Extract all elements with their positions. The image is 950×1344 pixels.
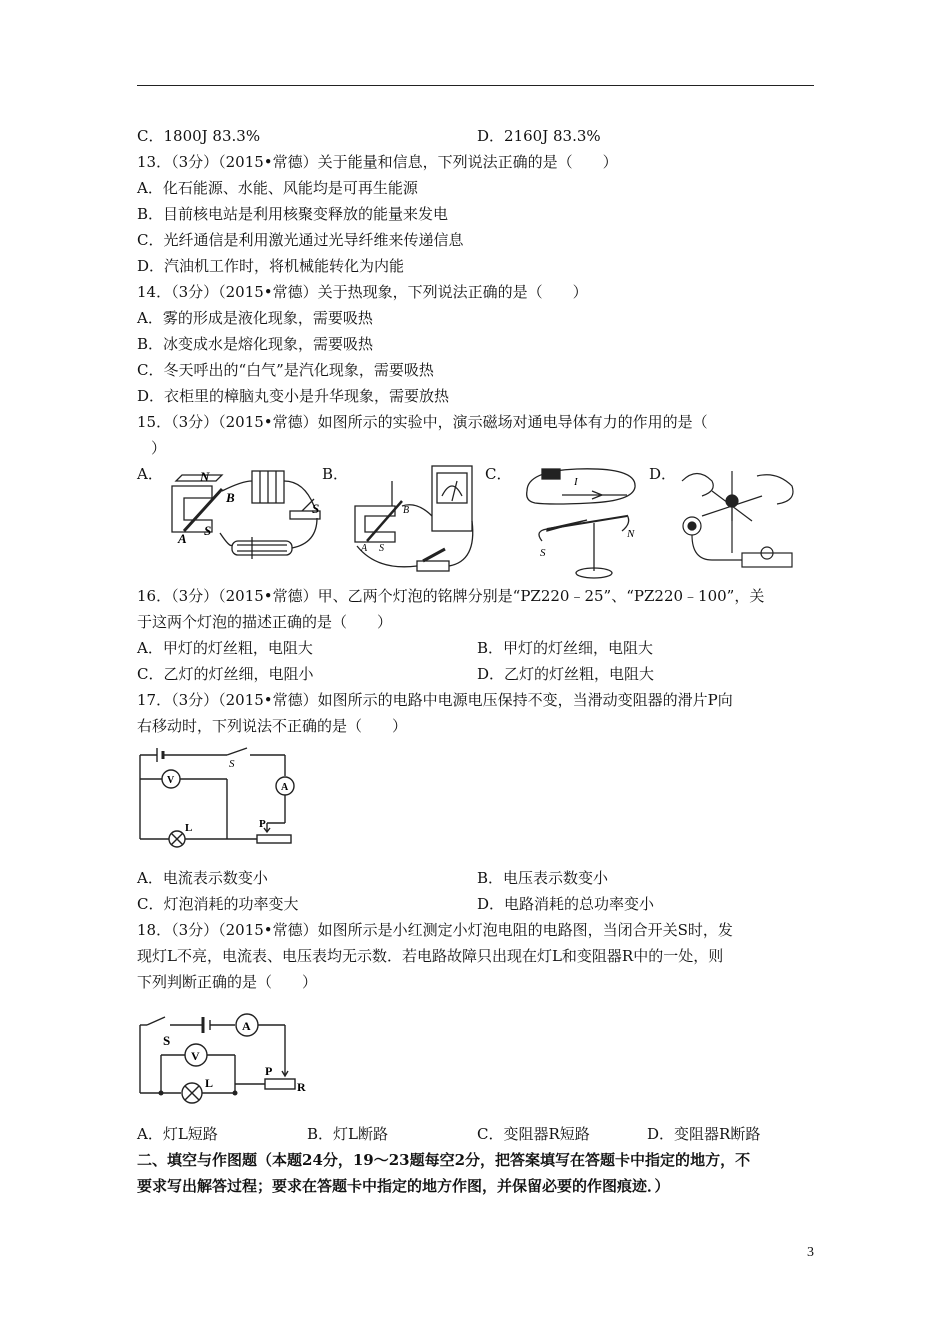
q17-option-d: D．电路消耗的总功率变小: [477, 895, 655, 913]
q13-stem: 13．（3分）（2015•常德）关于能量和信息，下列说法正确的是（ ）: [137, 153, 618, 171]
q17-label-slider: P: [259, 818, 266, 830]
q15-figure-c: [512, 461, 647, 581]
q16-options-row1: [137, 635, 817, 661]
q15-figc-letter-i: I: [574, 476, 578, 488]
q14-option-b: B．冰变成水是熔化现象，需要吸热: [137, 335, 374, 353]
q15-figa-letter-s2: S: [312, 501, 320, 516]
q15-figure-b: [347, 461, 497, 581]
q15-figure-a: [162, 461, 327, 581]
q18-junction-right: [233, 1091, 238, 1096]
q12-option-c: C．1800J 83.3%: [137, 127, 261, 145]
q15-figc-letter-n: N: [627, 528, 635, 540]
page-number: 3: [807, 1245, 814, 1260]
q14-option-d: D．衣柜里的樟脑丸变小是升华现象，需要放热: [137, 387, 450, 405]
q14-option-a: A．雾的形成是液化现象，需要吸热: [137, 309, 373, 327]
q15-label-a: A．: [137, 465, 163, 483]
q18-stem-cont: 现灯L不亮，电流表、电压表均无示数．若电路故障只出现在灯L和变阻器R中的一处，则: [137, 947, 724, 965]
q17-circuit: [137, 745, 302, 857]
q17-label-ammeter: A: [281, 782, 289, 793]
q18-label-rheostat: R: [297, 1080, 306, 1094]
q16-stem-cont: 于这两个灯泡的描述正确的是（ ）: [137, 613, 393, 631]
q15-figb-letter-a: A: [361, 543, 368, 554]
q13-option-a: A．化石能源、水能、风能均是可再生能源: [137, 179, 418, 197]
q18-options: [137, 1121, 817, 1147]
q15-figa-letter-n: N: [200, 469, 210, 484]
q14-option-c: C．冬天呼出的“白气”是汽化现象，需要吸热: [137, 361, 434, 379]
q18-option-a: A．灯L短路: [137, 1125, 218, 1143]
q18-circuit: [137, 1005, 312, 1105]
q15-figures: [137, 461, 817, 583]
exam-page: [137, 123, 817, 1199]
q14-stem: 14．（3分）（2015•常德）关于热现象，下列说法正确的是（ ）: [137, 283, 588, 301]
q17-label-voltmeter: V: [167, 775, 175, 786]
q18-option-b: B．灯L断路: [307, 1125, 388, 1143]
q18-label-ammeter: A: [242, 1019, 251, 1033]
q18-stem-cont2: 下列判断正确的是（ ）: [137, 973, 318, 991]
q15-figb-letter-s: S: [379, 543, 384, 554]
q16-option-b: B．甲灯的灯丝细，电阻大: [477, 639, 654, 657]
q13-option-d: D．汽油机工作时，将机械能转化为内能: [137, 257, 405, 275]
q17-option-c: C．灯泡消耗的功率变大: [137, 895, 299, 913]
q17-option-b: B．电压表示数变小: [477, 869, 609, 887]
q16-stem: 16．（3分）（2015•常德）甲、乙两个灯泡的铭牌分别是“PZ220﹣25”、“PZ220﹣100”，关: [137, 587, 765, 605]
q15-figa-letter-b: B: [226, 490, 235, 505]
q17-label-lamp: L: [185, 822, 193, 834]
q15-figc-letter-s: S: [540, 547, 546, 559]
q18-label-voltmeter: V: [191, 1049, 200, 1063]
section2-heading-cont: 要求写出解答过程；要求在答题卡中指定的地方作图，并保留必要的作图痕迹．）: [137, 1177, 670, 1195]
q12-option-d: D．2160J 83.3%: [477, 127, 601, 145]
q17-options-row2: [137, 891, 817, 917]
q16-option-d: D．乙灯的灯丝粗，电阻大: [477, 665, 655, 683]
q18-figure-area: [137, 995, 817, 1121]
q16-options-row2: [137, 661, 817, 687]
q17-stem-cont: 右移动时，下列说法不正确的是（ ）: [137, 717, 408, 735]
q17-figure-area: [137, 739, 817, 865]
q18-label-slider: P: [265, 1064, 273, 1078]
q12-options: [137, 123, 817, 149]
q18-junction-left: [159, 1091, 164, 1096]
q18-label-switch: S: [163, 1033, 171, 1048]
q15-figure-d: [672, 461, 802, 581]
q17-option-a: A．电流表示数变小: [137, 869, 268, 887]
q15-label-b: B．: [322, 465, 349, 483]
q15-figa-letter-a: A: [178, 531, 187, 546]
q16-option-c: C．乙灯的灯丝细，电阻小: [137, 665, 314, 683]
q17-stem: 17．（3分）（2015•常德）如图所示的电路中电源电压保持不变，当滑动变阻器的滑片P向: [137, 691, 733, 709]
q15-label-d: D．: [649, 465, 677, 483]
q18-label-lamp: L: [205, 1076, 214, 1090]
header-rule: [137, 85, 814, 86]
q15-figa-letter-s: S: [204, 523, 212, 538]
q17-options-row1: [137, 865, 817, 891]
q18-option-d: D．变阻器R断路: [647, 1125, 761, 1143]
q18-stem: 18．（3分）（2015•常德）如图所示是小红测定小灯泡电阻的电路图，当闭合开关S时，发: [137, 921, 733, 939]
q15-stem: 15．（3分）（2015•常德）如图所示的实验中，演示磁场对通电导体有力的作用的是（: [137, 413, 708, 431]
q16-option-a: A．甲灯的灯丝粗，电阻大: [137, 639, 313, 657]
q15-label-c: C．: [485, 465, 512, 483]
q13-option-b: B．目前核电站是利用核聚变释放的能量来发电: [137, 205, 449, 223]
section2-heading: 二、填空与作图题（本题24分，19～23题每空2分，把答案填写在答题卡中指定的地方，不: [137, 1151, 751, 1169]
q17-label-switch: S: [229, 758, 235, 770]
q13-option-c: C．光纤通信是利用激光通过光导纤维来传递信息: [137, 231, 464, 249]
q15-figb-letter-b: B: [403, 505, 410, 516]
q15-stem-cont: ）: [151, 439, 167, 457]
q18-option-c: C．变阻器R短路: [477, 1125, 590, 1143]
